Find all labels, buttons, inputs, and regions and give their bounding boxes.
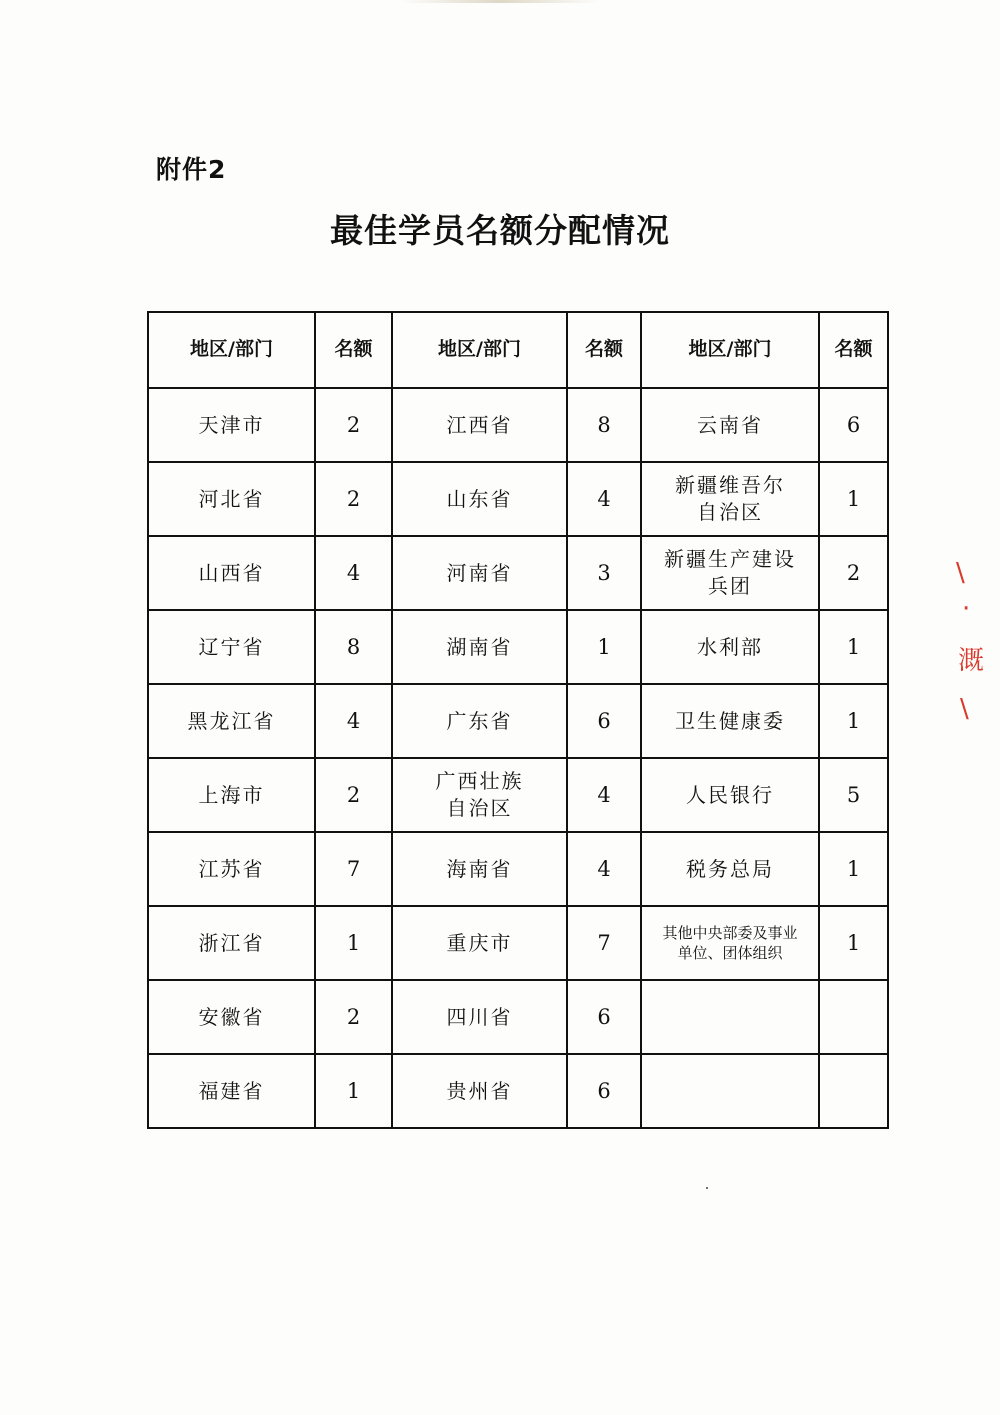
quota-cell: 2 xyxy=(315,462,392,536)
region-name-cell: 税务总局 xyxy=(641,832,819,906)
region-name-cell: 水利部 xyxy=(641,610,819,684)
region-name-cell: 浙江省 xyxy=(148,906,315,980)
red-seal-fragment: \ · 溉 \ xyxy=(956,558,985,724)
quota-cell: 1 xyxy=(315,906,392,980)
attachment-label: 附件2 xyxy=(156,155,227,184)
table-row xyxy=(148,536,888,610)
region-name-cell xyxy=(641,980,819,1054)
table-row xyxy=(148,906,888,980)
quota-cell: 1 xyxy=(315,1054,392,1128)
quota-cell: 2 xyxy=(315,388,392,462)
region-name-cell: 重庆市 xyxy=(392,906,567,980)
quota-cell: 8 xyxy=(567,388,641,462)
quota-cell: 6 xyxy=(819,388,888,462)
quota-cell: 6 xyxy=(567,1054,641,1128)
table-header-row xyxy=(148,312,888,388)
region-name-cell: 卫生健康委 xyxy=(641,684,819,758)
region-name-cell: 四川省 xyxy=(392,980,567,1054)
region-name-cell: 河北省 xyxy=(148,462,315,536)
quota-cell: 2 xyxy=(819,536,888,610)
table-row xyxy=(148,980,888,1054)
region-name-cell: 上海市 xyxy=(148,758,315,832)
document-title: 最佳学员名额分配情况 xyxy=(330,211,670,250)
quota-cell: 1 xyxy=(819,610,888,684)
table-row xyxy=(148,462,888,536)
quota-cell: 4 xyxy=(315,536,392,610)
scan-edge xyxy=(400,0,600,3)
region-name-cell: 广东省 xyxy=(392,684,567,758)
region-name-cell: 江苏省 xyxy=(148,832,315,906)
table-row xyxy=(148,388,888,462)
region-name-cell: 河南省 xyxy=(392,536,567,610)
region-name-cell: 广西壮族 自治区 xyxy=(392,758,567,832)
region-name-cell: 云南省 xyxy=(641,388,819,462)
quota-cell: 7 xyxy=(315,832,392,906)
region-name-cell: 辽宁省 xyxy=(148,610,315,684)
region-name-cell: 人民银行 xyxy=(641,758,819,832)
region-name-cell: 福建省 xyxy=(148,1054,315,1128)
region-name-cell: 海南省 xyxy=(392,832,567,906)
quota-cell: 4 xyxy=(567,758,641,832)
header-region-2: 地区/部门 xyxy=(392,312,567,388)
region-name-cell: 湖南省 xyxy=(392,610,567,684)
quota-cell: 1 xyxy=(819,684,888,758)
region-name-cell: 其他中央部委及事业 单位、团体组织 xyxy=(641,906,819,980)
region-name-cell: 黑龙江省 xyxy=(148,684,315,758)
region-name-cell: 山西省 xyxy=(148,536,315,610)
region-name-cell: 贵州省 xyxy=(392,1054,567,1128)
quota-cell: 7 xyxy=(567,906,641,980)
scan-speck xyxy=(706,1187,708,1189)
region-name-cell xyxy=(641,1054,819,1128)
table-row xyxy=(148,758,888,832)
quota-cell: 4 xyxy=(567,462,641,536)
table-row xyxy=(148,1054,888,1128)
quota-cell: 6 xyxy=(567,980,641,1054)
header-region-1: 地区/部门 xyxy=(148,312,315,388)
region-name-cell: 新疆维吾尔 自治区 xyxy=(641,462,819,536)
quota-cell: 6 xyxy=(567,684,641,758)
quota-cell: 5 xyxy=(819,758,888,832)
table-row xyxy=(148,610,888,684)
quota-cell: 8 xyxy=(315,610,392,684)
quota-table xyxy=(147,311,889,1129)
header-quota-3: 名额 xyxy=(819,312,888,388)
table-body xyxy=(148,388,888,1128)
header-region-3: 地区/部门 xyxy=(641,312,819,388)
region-name-cell: 江西省 xyxy=(392,388,567,462)
quota-cell: 1 xyxy=(819,832,888,906)
quota-cell xyxy=(819,980,888,1054)
quota-cell: 4 xyxy=(315,684,392,758)
quota-cell: 1 xyxy=(819,462,888,536)
quota-cell: 1 xyxy=(819,906,888,980)
quota-cell: 2 xyxy=(315,758,392,832)
header-quota-1: 名额 xyxy=(315,312,392,388)
region-name-cell: 山东省 xyxy=(392,462,567,536)
quota-cell: 3 xyxy=(567,536,641,610)
header-quota-2: 名额 xyxy=(567,312,641,388)
quota-cell: 4 xyxy=(567,832,641,906)
quota-cell xyxy=(819,1054,888,1128)
quota-cell: 1 xyxy=(567,610,641,684)
table-row xyxy=(148,832,888,906)
region-name-cell: 新疆生产建设 兵团 xyxy=(641,536,819,610)
table-row xyxy=(148,684,888,758)
region-name-cell: 安徽省 xyxy=(148,980,315,1054)
region-name-cell: 天津市 xyxy=(148,388,315,462)
quota-cell: 2 xyxy=(315,980,392,1054)
